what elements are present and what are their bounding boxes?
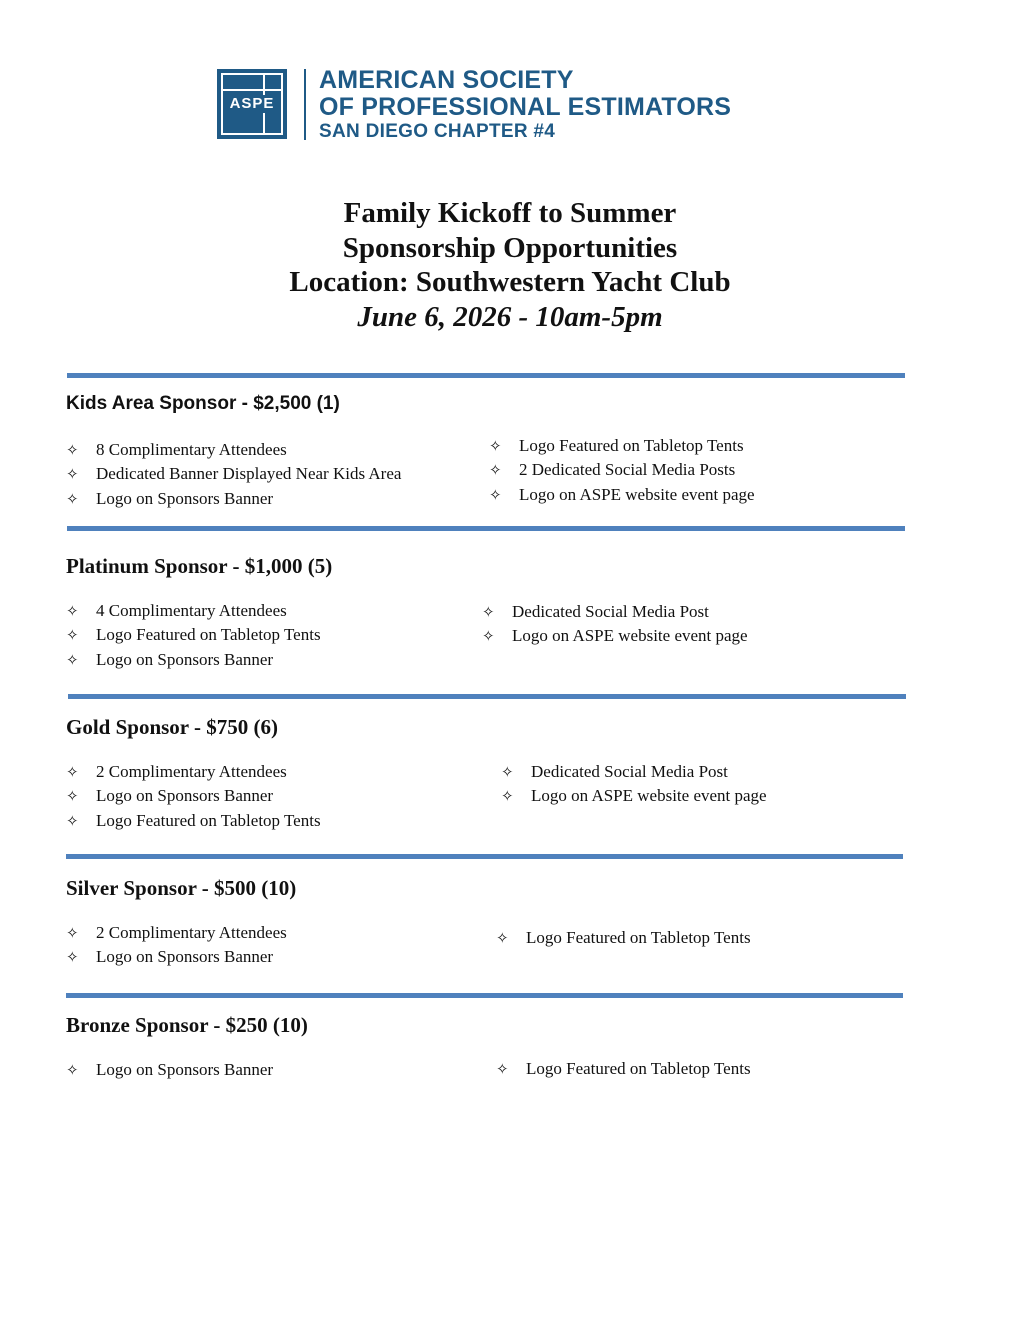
star-bullet-icon: ✧ [66, 950, 79, 967]
star-bullet-icon: ✧ [489, 439, 502, 455]
list-item: ✧ Logo on Sponsors Banner [66, 945, 287, 969]
star-bullet-icon: ✧ [66, 813, 79, 830]
document-title [0, 196, 1020, 334]
list-item: ✧ 2 Complimentary Attendees [66, 921, 287, 945]
list-item: ✧ Dedicated Social Media Post [501, 760, 767, 784]
logo-line-2: OF PROFESSIONAL ESTIMATORS [319, 93, 732, 121]
list-item: ✧ 4 Complimentary Attendees [66, 599, 321, 623]
section-divider [67, 526, 905, 531]
list-item: ✧ 8 Complimentary Attendees [66, 438, 401, 462]
star-bullet-icon: ✧ [66, 765, 79, 781]
star-bullet-icon: ✧ [66, 789, 79, 806]
logo-line-1: AMERICAN SOCIETY [319, 66, 574, 94]
list-item: ✧ Logo on Sponsors Banner [66, 1058, 273, 1082]
star-bullet-icon: ✧ [496, 1062, 509, 1078]
chapter-logo [217, 66, 817, 142]
section-divider [66, 993, 903, 998]
list-item: ✧ Logo Featured on Tabletop Tents [66, 809, 321, 833]
star-bullet-icon: ✧ [501, 789, 514, 806]
star-bullet-icon: ✧ [66, 467, 79, 484]
gold-benefits-right [501, 760, 767, 809]
list-item: ✧ Logo Featured on Tabletop Tents [66, 623, 321, 647]
title-event-name: Family Kickoff to Summer [343, 197, 677, 229]
star-bullet-icon: ✧ [489, 487, 502, 504]
section-divider [67, 373, 905, 378]
star-bullet-icon: ✧ [66, 652, 79, 669]
list-item: ✧ 2 Complimentary Attendees [66, 760, 321, 784]
silver-benefits-right [496, 926, 751, 950]
star-bullet-icon: ✧ [66, 926, 79, 942]
list-item: ✧ Logo on Sponsors Banner [66, 784, 321, 808]
logo-abbr: ASPE [223, 95, 281, 113]
section-title-silver: Silver Sponsor - $500 (10) [66, 876, 297, 900]
section-title-bronze: Bronze Sponsor - $250 (10) [66, 1013, 308, 1037]
list-item: ✧ Logo on ASPE website event page [489, 483, 755, 507]
gold-benefits-left [66, 760, 321, 833]
star-bullet-icon: ✧ [66, 1063, 79, 1079]
star-bullet-icon: ✧ [496, 931, 509, 947]
star-bullet-icon: ✧ [482, 629, 495, 646]
title-subtitle: Sponsorship Opportunities [342, 231, 678, 264]
aspe-logo-mark [217, 69, 287, 139]
section-title-gold: Gold Sponsor - $750 (6) [66, 715, 278, 739]
list-item: ✧ Dedicated Banner Displayed Near Kids Area [66, 462, 401, 486]
list-item: ✧ Logo on Sponsors Banner [66, 648, 321, 672]
logo-line-3: SAN DIEGO CHAPTER #4 [319, 121, 556, 142]
star-bullet-icon: ✧ [66, 604, 79, 620]
section-title-platinum: Platinum Sponsor - $1,000 (5) [66, 554, 333, 578]
list-item: ✧ Logo on ASPE website event page [501, 784, 767, 808]
silver-benefits-left [66, 921, 287, 970]
star-bullet-icon: ✧ [66, 628, 79, 645]
star-bullet-icon: ✧ [501, 765, 514, 781]
list-item: ✧ Logo on Sponsors Banner [66, 487, 401, 511]
platinum-benefits-left [66, 599, 321, 672]
logo-divider [304, 69, 306, 140]
list-item: ✧ 2 Dedicated Social Media Posts [489, 458, 755, 482]
list-item: ✧ Logo Featured on Tabletop Tents [496, 926, 751, 950]
kids-area-benefits-right [489, 434, 755, 507]
star-bullet-icon: ✧ [66, 491, 79, 508]
star-bullet-icon: ✧ [66, 443, 79, 459]
bronze-benefits-right [496, 1057, 751, 1081]
section-title-kids-area: Kids Area Sponsor - $2,500 (1) [66, 393, 340, 414]
list-item: ✧ Logo on ASPE website event page [482, 624, 748, 648]
logo-wordmark [319, 67, 731, 143]
section-divider [66, 854, 903, 859]
list-item: ✧ Logo Featured on Tabletop Tents [496, 1057, 751, 1081]
star-bullet-icon: ✧ [482, 605, 495, 621]
list-item: ✧ Dedicated Social Media Post [482, 600, 748, 624]
bronze-benefits-left [66, 1058, 273, 1082]
title-location: Location: Southwestern Yacht Club [289, 266, 731, 298]
platinum-benefits-right [482, 600, 748, 649]
section-divider [68, 694, 906, 699]
list-item: ✧ Logo Featured on Tabletop Tents [489, 434, 755, 458]
title-date: June 6, 2026 - 10am-5pm [357, 300, 663, 333]
kids-area-benefits-left [66, 438, 401, 511]
star-bullet-icon: ✧ [489, 463, 502, 480]
